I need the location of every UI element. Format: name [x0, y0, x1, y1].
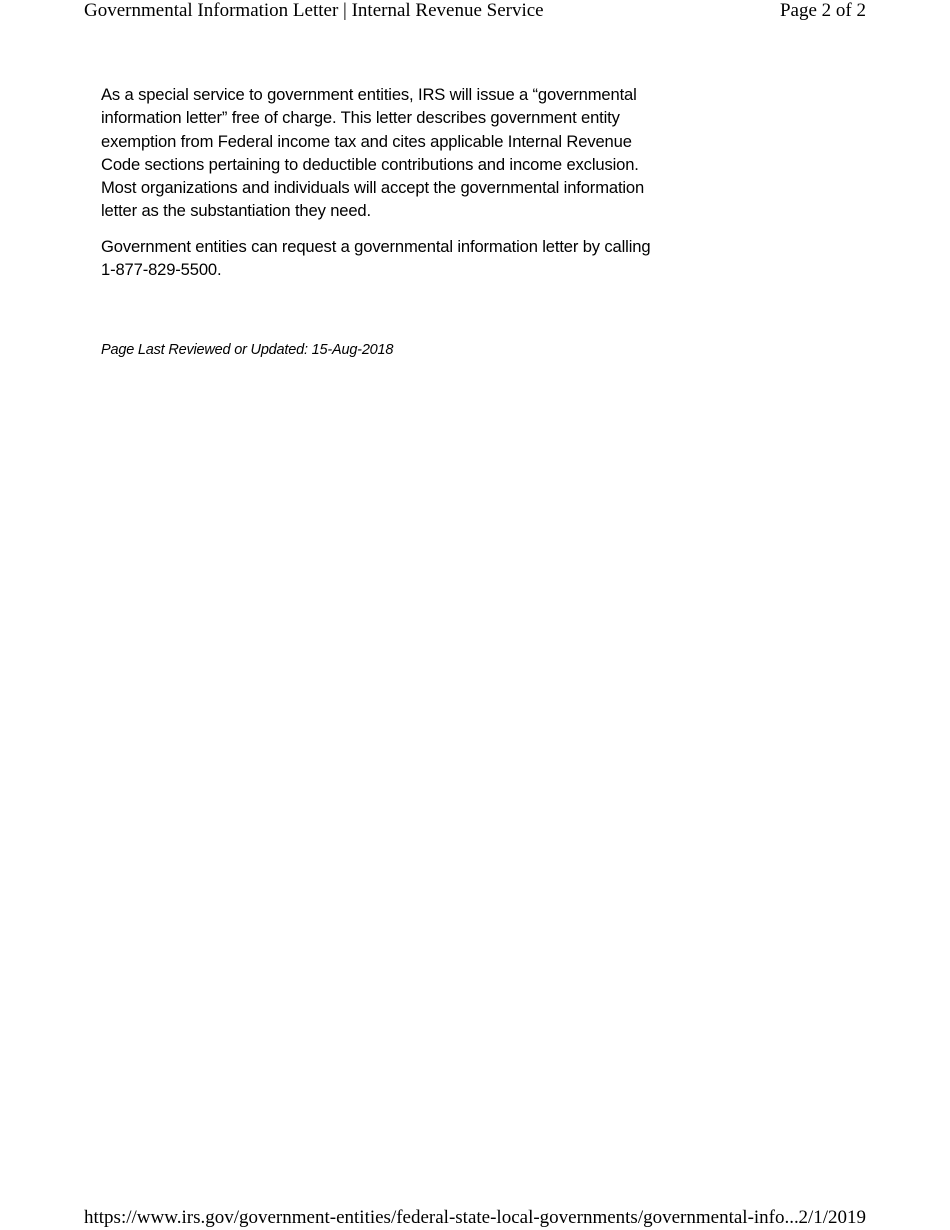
paragraph-request-letter: Government entities can request a governmental information letter by calling 1-877-829-5500. [101, 236, 651, 280]
print-header-title: Governmental Information Letter | Internal Revenue Service [84, 0, 544, 21]
page-number: Page 2 of 2 [779, 0, 866, 21]
paragraph-special-service: As a special service to government entities, IRS will issue a “governmental information letter” free of charge. This letter describes government entity exemption from Federal income tax and cites applicable Internal Revenue Code sections pertaining to deductible contributions and income exclusion. Most organizations and individuals will accept the governmental information letter as the substantiation they need. [101, 85, 645, 221]
print-footer-url: https://www.irs.gov/government-entities/federal-state-local-governments/governmental-info... [84, 1207, 799, 1228]
print-footer-date: 2/1/2019 [798, 1207, 866, 1228]
main-content [101, 83, 661, 293]
last-reviewed-date: Page Last Reviewed or Updated: 15-Aug-2018 [101, 342, 394, 358]
